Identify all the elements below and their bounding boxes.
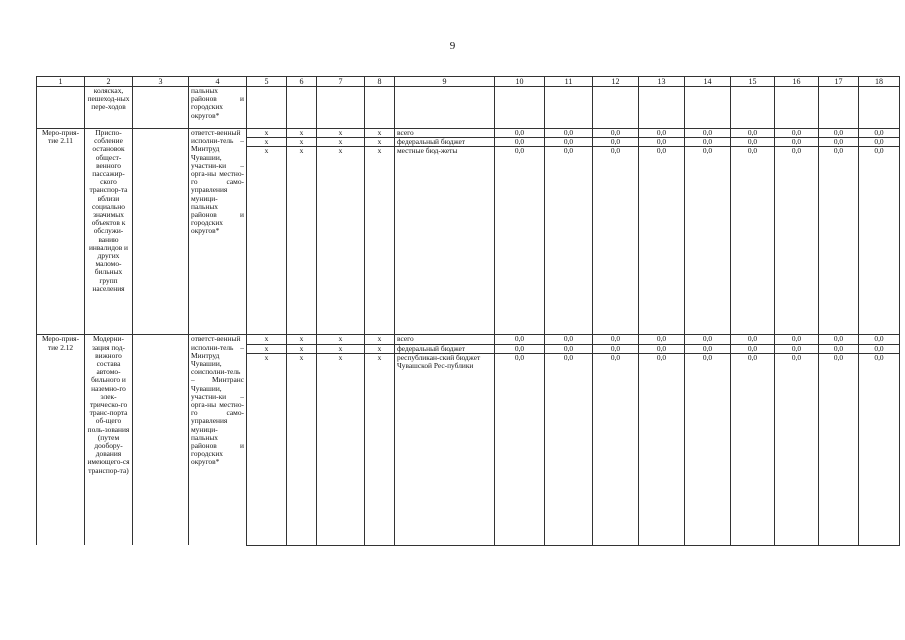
value-cell: 0,0 [859,344,900,353]
table-row [37,87,900,129]
column-header: 2 [85,77,133,87]
code-cell: х [287,138,317,147]
column-header: 16 [775,77,819,87]
value-cell: 0,0 [775,129,819,138]
value-cell: 0,0 [859,147,900,335]
value-cell: 0,0 [819,129,859,138]
table-row [37,335,900,344]
value-cell: 0,0 [593,129,639,138]
value-cell: 0,0 [685,147,731,335]
value-cell: 0,0 [495,335,545,344]
value-cell: 0,0 [545,344,593,353]
column-header: 5 [247,77,287,87]
value-cell: 0,0 [593,344,639,353]
code-cell: х [287,129,317,138]
column-header: 10 [495,77,545,87]
value-cell: 0,0 [545,147,593,335]
column-header: 14 [685,77,731,87]
value-cell: 0,0 [495,129,545,138]
column-header: 11 [545,77,593,87]
code-cell: х [317,129,365,138]
measure-name-cell: Приспо-собление остановок общест-венного пассажир-ского транспор-та вблизи социально значимых объектов к обслужи-ванию инвалидов и других маломо-бильных групп населения [85,129,133,335]
code-cell: х [247,353,287,545]
column-header: 17 [819,77,859,87]
code-cell: х [317,335,365,344]
code-cell: х [317,138,365,147]
column-header: 3 [133,77,189,87]
code-cell: х [365,147,395,335]
value-cell: 0,0 [639,353,685,545]
value-cell: 0,0 [639,335,685,344]
value-cell: 0,0 [593,353,639,545]
code-cell: х [317,147,365,335]
code-cell: х [365,129,395,138]
column-header: 9 [395,77,495,87]
executor-cell: ответст-венный исполни-тель – Минтруд Чувашии, участни-ки – орга-ны местно-го само-управления муници-пальных районов и городских округов* [189,129,247,335]
value-cell: 0,0 [685,344,731,353]
value-cell: 0,0 [495,353,545,545]
value-cell: 0,0 [859,335,900,344]
value-cell: 0,0 [731,344,775,353]
code-cell: х [287,147,317,335]
value-cell: 0,0 [775,353,819,545]
code-cell: х [287,335,317,344]
table-row [37,129,900,138]
value-cell: 0,0 [859,129,900,138]
header-row [37,77,900,87]
funding-source: федеральный бюджет [395,344,495,353]
code-cell: х [287,353,317,545]
value-cell: 0,0 [685,353,731,545]
value-cell: 0,0 [731,138,775,147]
value-cell: 0,0 [545,129,593,138]
code-cell: х [247,344,287,353]
value-cell: 0,0 [819,353,859,545]
value-cell: 0,0 [593,335,639,344]
column-header: 13 [639,77,685,87]
value-cell: 0,0 [545,335,593,344]
code-cell: х [365,353,395,545]
measure-name-cell: колясках, пешеход-ных пере-ходов [85,87,133,129]
value-cell: 0,0 [819,147,859,335]
value-cell: 0,0 [639,138,685,147]
code-cell: х [247,147,287,335]
value-cell: 0,0 [731,129,775,138]
code-cell: х [287,344,317,353]
value-cell: 0,0 [731,353,775,545]
executor-cell: пальных районов и городских округов* [189,87,247,129]
value-cell: 0,0 [639,344,685,353]
value-cell: 0,0 [639,129,685,138]
code-cell: х [317,344,365,353]
measure-label: Меро-прия-тие 2.11 [37,129,85,335]
value-cell: 0,0 [775,147,819,335]
funding-source: всего [395,335,495,344]
column-header: 6 [287,77,317,87]
value-cell: 0,0 [859,353,900,545]
measure-name-cell: Модерни-зация под-вижного состава автомо-бильного и наземно-го элек-трическо-го транс-порта об-щего поль-зования (путем дообору-дования имеющего-ся транспор-та) [85,335,133,545]
value-cell: 0,0 [775,344,819,353]
funding-source: местные бюд-жеты [395,147,495,335]
value-cell: 0,0 [639,147,685,335]
value-cell: 0,0 [731,335,775,344]
value-cell: 0,0 [545,138,593,147]
code-cell: х [365,335,395,344]
value-cell: 0,0 [819,335,859,344]
value-cell: 0,0 [495,138,545,147]
value-cell: 0,0 [685,138,731,147]
funding-source: республикан-ский бюджет Чувашской Рес-публики [395,353,495,545]
budget-table [36,76,900,546]
value-cell: 0,0 [775,335,819,344]
value-cell: 0,0 [593,147,639,335]
column-header: 4 [189,77,247,87]
page-number: 9 [449,40,456,52]
code-cell: х [247,335,287,344]
code-cell: х [317,353,365,545]
value-cell: 0,0 [495,147,545,335]
value-cell: 0,0 [685,335,731,344]
column-header: 8 [365,77,395,87]
funding-source: всего [395,129,495,138]
value-cell: 0,0 [685,129,731,138]
column-header: 12 [593,77,639,87]
funding-source: федеральный бюджет [395,138,495,147]
value-cell: 0,0 [819,138,859,147]
value-cell: 0,0 [545,353,593,545]
measure-label: Меро-прия-тие 2.12 [37,335,85,545]
column-header: 1 [37,77,85,87]
value-cell: 0,0 [775,138,819,147]
value-cell: 0,0 [731,147,775,335]
code-cell: х [247,138,287,147]
value-cell: 0,0 [495,344,545,353]
value-cell: 0,0 [859,138,900,147]
column-header: 18 [859,77,900,87]
value-cell: 0,0 [593,138,639,147]
code-cell: х [365,344,395,353]
code-cell: х [365,138,395,147]
column-header: 7 [317,77,365,87]
executor-cell: ответст-венный исполни-тель – Минтруд Чувашии, соисполни-тель – Минтранс Чувашии, участни-ки – орга-ны местно-го само-управления муници-пальных районов и городских округов* [189,335,247,545]
column-header: 15 [731,77,775,87]
value-cell: 0,0 [819,344,859,353]
code-cell: х [247,129,287,138]
